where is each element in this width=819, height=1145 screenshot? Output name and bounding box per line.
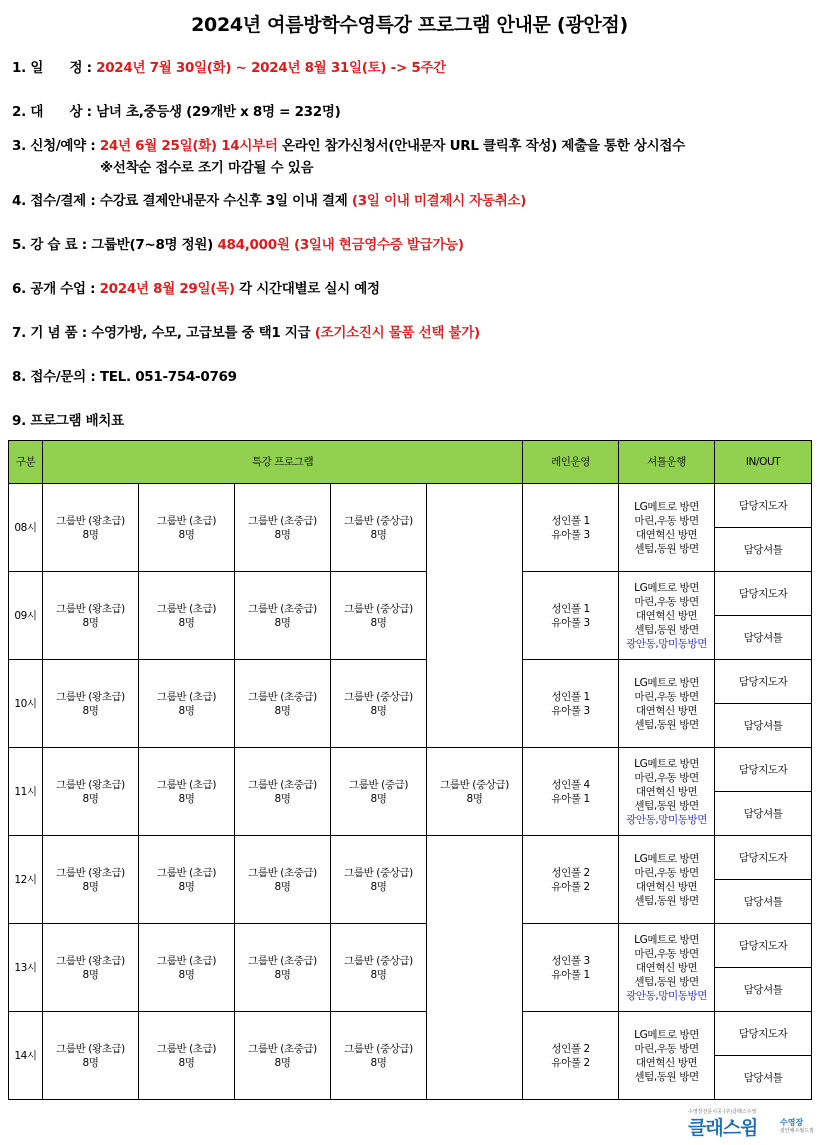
c4-line: 그룹반 (중상급) [344,954,413,967]
inout-shuttle [715,528,812,572]
shuttle-line: 대연혁신 방면 [635,880,698,893]
time-cell [9,748,43,836]
c4-line: 8명 [370,1056,387,1069]
shuttle-blue-line: 광안동,망미동방면 [626,637,707,650]
c4-line: 8명 [370,968,387,981]
inout-instructor [715,924,812,968]
c2-line: 8명 [178,792,195,805]
table-header-row [9,441,812,484]
c1-line: 그룹반 (왕초급) [56,954,125,967]
info-target-value: 남녀 초,중등생 (29개반 x 8명 = 232명) [96,104,341,120]
time-label: 11시 [14,785,37,798]
inout-instructor-label: 담당지도자 [738,851,788,864]
time-label: 12시 [14,873,37,886]
shuttle-cell [619,484,715,572]
c1-line: 8명 [82,968,99,981]
table-row [9,1012,812,1056]
inout-instructor [715,748,812,792]
lane-line: 유아풀 1 [551,968,590,981]
c1-line: 8명 [82,792,99,805]
shuttle-cell [619,748,715,836]
c4-line: 그룹반 (중급) [348,778,409,791]
lane-line: 성인풀 1 [551,690,590,703]
info-payment-warning: (3일 이내 미결제시 자동취소) [351,193,527,209]
shuttle-cell [619,660,715,748]
c4-line: 그룹반 (중상급) [344,1042,413,1055]
shuttle-line: 대연혁신 방면 [635,528,698,541]
program-cell [331,572,427,660]
logo-side-small-text: 광안해수월드점 [780,1128,814,1134]
info-payment-label: 4. 접수/결제 : [12,193,100,209]
c4-line: 8명 [370,880,387,893]
c2-line: 그룹반 (초급) [156,954,217,967]
c2-line: 그룹반 (초급) [156,690,217,703]
info-apply-date: 24년 6월 25일(화) 14시부터 [99,138,278,154]
c5-line: 8명 [466,792,483,805]
info-target-label: 2. 대 상 : [12,104,97,120]
lane-cell [523,1012,619,1100]
program-cell [235,924,331,1012]
shuttle-line: 대연혁신 방면 [635,961,698,974]
program-cell [43,572,139,660]
shuttle-blue-line: 광안동,망미동방면 [626,989,707,1002]
program-cell-empty [427,836,523,1100]
program-cell [139,484,235,572]
shuttle-line: 마린,우동 방면 [634,771,699,784]
time-cell [9,1012,43,1100]
program-cell [139,660,235,748]
c3-line: 8명 [274,616,291,629]
lane-line: 성인풀 1 [551,602,590,615]
shuttle-line: 센텀,동원 방면 [634,623,699,636]
program-heading: 9. 프로그램 배치표 [12,413,124,429]
info-open-class [12,277,380,297]
c5-line: 그룹반 (중상급) [440,778,509,791]
c2-line: 8명 [178,880,195,893]
inout-shuttle-label: 담당셔틀 [743,631,783,644]
info-apply-value: 온라인 참가신청서(안내문자 URL 클릭후 작성) 제출을 통한 상시접수 [277,138,685,154]
c2-line: 그룹반 (초급) [156,1042,217,1055]
shuttle-line: 센텀,동원 방면 [634,542,699,555]
program-cell [331,924,427,1012]
time-cell [9,660,43,748]
time-label: 14시 [14,1049,37,1062]
header-program: 특강 프로그램 [43,441,523,484]
info-fee-label: 5. 강 습 료 : [12,237,92,253]
info-contact-value: TEL. 051-754-0769 [99,369,237,385]
header-inout: IN/OUT [715,441,812,484]
logo-side-text: 수영장 [780,1118,804,1127]
info-apply-note: ※선착순 접수로 조기 마감될 수 있음 [100,160,314,176]
c3-line: 8명 [274,1056,291,1069]
info-gift-note: (조기소진시 물품 선택 불가) [314,325,480,341]
info-open-class-label: 6. 공개 수업 : [12,281,100,297]
info-fee-value: 그룹반(7~8명 정원) [91,237,218,253]
inout-shuttle [715,968,812,1012]
info-schedule [12,56,446,76]
c1-line: 그룹반 (왕초급) [56,866,125,879]
program-cell [235,748,331,836]
c1-line: 그룹반 (왕초급) [56,602,125,615]
shuttle-cell [619,572,715,660]
inout-instructor-label: 담당지도자 [738,1027,788,1040]
time-label: 13시 [14,961,37,974]
c4-line: 그룹반 (중상급) [344,602,413,615]
info-fee-price: 484,000원 (3일내 현금영수증 발급가능) [217,237,464,253]
time-cell [9,484,43,572]
inout-instructor-label: 담당지도자 [738,763,788,776]
shuttle-line: 대연혁신 방면 [635,609,698,622]
c3-line: 그룹반 (초중급) [248,514,317,527]
inout-instructor-label: 담당지도자 [738,587,788,600]
c1-line: 그룹반 (왕초급) [56,778,125,791]
shuttle-line: 센텀,동원 방면 [634,718,699,731]
program-cell [43,748,139,836]
shuttle-line: 대연혁신 방면 [635,785,698,798]
program-cell [43,660,139,748]
shuttle-line: LG메트로 방면 [634,676,699,689]
info-apply-label: 3. 신청/예약 : [12,138,100,154]
lane-cell [523,660,619,748]
inout-instructor-label: 담당지도자 [738,675,788,688]
inout-shuttle-label: 담당셔틀 [743,983,783,996]
c3-line: 8명 [274,792,291,805]
c2-line: 그룹반 (초급) [156,778,217,791]
logo-small-text: 수영장전문시공 (주)클래스수영 [688,1109,757,1115]
program-cell [139,1012,235,1100]
inout-shuttle-label: 담당셔틀 [743,895,783,908]
shuttle-line: 센텀,동원 방면 [634,975,699,988]
shuttle-line: 마린,우동 방면 [634,690,699,703]
lane-cell [523,836,619,924]
shuttle-line: 마린,우동 방면 [634,595,699,608]
inout-shuttle [715,616,812,660]
table-row [9,572,812,616]
info-target [12,100,340,120]
time-cell [9,572,43,660]
c3-line: 그룹반 (초중급) [248,690,317,703]
c4-line: 그룹반 (중상급) [344,690,413,703]
shuttle-line: 센텀,동원 방면 [634,894,699,907]
lane-line: 성인풀 3 [551,954,590,967]
c4-line: 8명 [370,616,387,629]
program-cell [139,924,235,1012]
program-cell [331,836,427,924]
info-schedule-label: 1. 일 정 : [12,60,97,76]
c4-line: 그룹반 (중상급) [344,866,413,879]
inout-instructor-label: 담당지도자 [738,499,788,512]
shuttle-line: 대연혁신 방면 [635,1056,698,1069]
c3-line: 그룹반 (초중급) [248,954,317,967]
program-cell [235,572,331,660]
c1-line: 8명 [82,880,99,893]
lane-line: 유아풀 1 [551,792,590,805]
lane-cell [523,924,619,1012]
program-cell [331,1012,427,1100]
time-label: 09시 [14,609,37,622]
header-category: 구분 [9,441,43,484]
program-cell [331,748,427,836]
program-cell [139,572,235,660]
c3-line: 그룹반 (초중급) [248,602,317,615]
inout-instructor [715,660,812,704]
shuttle-line: 마린,우동 방면 [634,1042,699,1055]
shuttle-cell [619,1012,715,1100]
shuttle-line: LG메트로 방면 [634,1028,699,1041]
shuttle-line: 센텀,동원 방면 [634,799,699,812]
table-row [9,660,812,704]
info-fee [12,233,464,253]
logo-main-text: 클래스윔 [688,1117,758,1139]
program-cell [139,836,235,924]
shuttle-line: 마린,우동 방면 [634,947,699,960]
c3-line: 8명 [274,880,291,893]
program-cell [235,660,331,748]
program-cell [139,748,235,836]
c2-line: 그룹반 (초급) [156,866,217,879]
c3-line: 8명 [274,704,291,717]
inout-shuttle [715,880,812,924]
lane-cell [523,748,619,836]
c1-line: 그룹반 (왕초급) [56,1042,125,1055]
info-apply [12,134,685,154]
info-schedule-value: 2024년 7월 30일(화) ~ 2024년 8월 31일(토) -> 5주간 [96,60,446,76]
inout-instructor [715,836,812,880]
c3-line: 8명 [274,968,291,981]
c1-line: 그룹반 (왕초급) [56,690,125,703]
shuttle-line: LG메트로 방면 [634,757,699,770]
program-cell [43,1012,139,1100]
inout-instructor [715,572,812,616]
shuttle-line: LG메트로 방면 [634,933,699,946]
info-gift-label: 7. 기 념 품 : [12,325,92,341]
program-cell [331,484,427,572]
time-label: 08시 [14,521,37,534]
inout-instructor-label: 담당지도자 [738,939,788,952]
c2-line: 8명 [178,616,195,629]
table-row [9,836,812,880]
c3-line: 그룹반 (초중급) [248,1042,317,1055]
c4-line: 8명 [370,528,387,541]
lane-line: 유아풀 2 [551,880,590,893]
shuttle-cell [619,836,715,924]
c3-line: 그룹반 (초중급) [248,866,317,879]
program-cell [43,836,139,924]
header-shuttle: 셔틀운행 [619,441,715,484]
c1-line: 그룹반 (왕초급) [56,514,125,527]
program-cell [235,1012,331,1100]
shuttle-blue-line: 광안동,망미동방면 [626,813,707,826]
program-cell [235,836,331,924]
header-lane: 레인운영 [523,441,619,484]
inout-shuttle-label: 담당셔틀 [743,1071,783,1084]
program-cell [331,660,427,748]
inout-shuttle [715,792,812,836]
info-contact [12,365,237,385]
page-title: 2024년 여름방학수영특강 프로그램 안내문 (광안점) [191,14,628,36]
c2-line: 8명 [178,528,195,541]
time-cell [9,836,43,924]
shuttle-line: 마린,우동 방면 [634,866,699,879]
inout-instructor [715,484,812,528]
time-cell [9,924,43,1012]
c1-line: 8명 [82,704,99,717]
brand-logo [688,1108,814,1138]
lane-line: 성인풀 1 [551,514,590,527]
c4-line: 그룹반 (중상급) [344,514,413,527]
lane-cell [523,572,619,660]
table-row [9,484,812,528]
shuttle-line: LG메트로 방면 [634,581,699,594]
info-payment [12,189,526,209]
info-open-class-value: 각 시간대별로 실시 예정 [234,281,380,297]
shuttle-cell [619,924,715,1012]
c1-line: 8명 [82,528,99,541]
inout-instructor [715,1012,812,1056]
c3-line: 8명 [274,528,291,541]
c1-line: 8명 [82,616,99,629]
info-gift-value: 수영가방, 수모, 고급보틀 중 택1 지급 [91,325,315,341]
c4-line: 8명 [370,704,387,717]
table-row [9,924,812,968]
lane-line: 성인풀 4 [551,778,590,791]
c2-line: 8명 [178,704,195,717]
inout-shuttle [715,704,812,748]
shuttle-line: 대연혁신 방면 [635,704,698,717]
program-table [8,440,812,1100]
info-open-class-date: 2024년 8월 29일(목) [99,281,235,297]
lane-line: 유아풀 2 [551,1056,590,1069]
c2-line: 8명 [178,1056,195,1069]
c2-line: 그룹반 (초급) [156,602,217,615]
c4-line: 8명 [370,792,387,805]
shuttle-line: 마린,우동 방면 [634,514,699,527]
c2-line: 그룹반 (초급) [156,514,217,527]
program-cell [427,748,523,836]
lane-line: 유아풀 3 [551,704,590,717]
inout-shuttle-label: 담당셔틀 [743,719,783,732]
program-cell-empty [427,484,523,748]
lane-cell [523,484,619,572]
info-contact-label: 8. 접수/문의 : [12,369,100,385]
shuttle-line: LG메트로 방면 [634,500,699,513]
lane-line: 성인풀 2 [551,1042,590,1055]
shuttle-line: LG메트로 방면 [634,852,699,865]
inout-shuttle [715,1056,812,1100]
lane-line: 유아풀 3 [551,616,590,629]
program-cell [43,484,139,572]
c1-line: 8명 [82,1056,99,1069]
program-cell [235,484,331,572]
table-row [9,748,812,792]
lane-line: 성인풀 2 [551,866,590,879]
program-cell [43,924,139,1012]
info-payment-value: 수강료 결제안내문자 수신후 3일 이내 결제 [99,193,352,209]
c2-line: 8명 [178,968,195,981]
inout-shuttle-label: 담당셔틀 [743,543,783,556]
inout-shuttle-label: 담당셔틀 [743,807,783,820]
time-label: 10시 [14,697,37,710]
info-gift [12,321,480,341]
c3-line: 그룹반 (초중급) [248,778,317,791]
shuttle-line: 센텀,동원 방면 [634,1070,699,1083]
lane-line: 유아풀 3 [551,528,590,541]
